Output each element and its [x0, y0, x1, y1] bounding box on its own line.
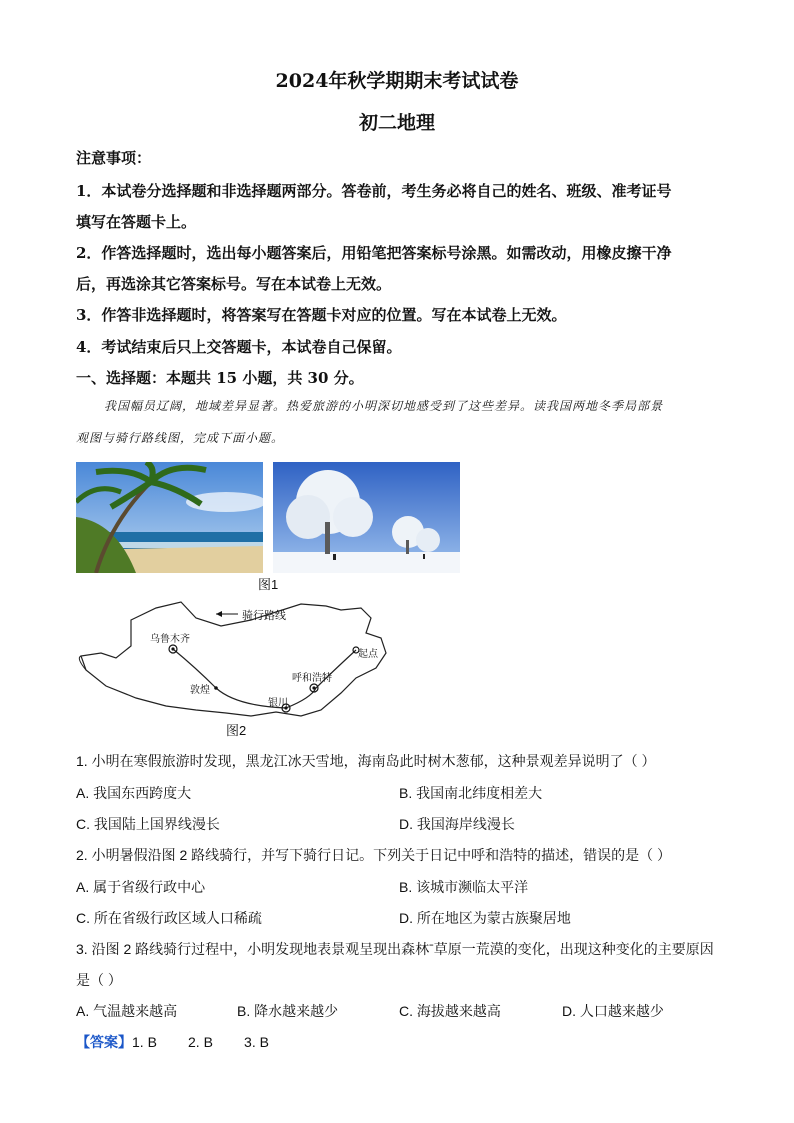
question-1-option-c[interactable]: C. 我国陆上国界线漫长 [76, 816, 220, 832]
intro-line-a: 我国幅员辽阔，地域差异显著。热爱旅游的小明深切地感受到了这些差异。读我国两地冬季局部景 [104, 399, 664, 413]
city-yinchuan: 银川 [268, 698, 288, 709]
question-2-stem: 2. 小明暑假沿图 2 路线骑行，并写下骑行日记。下列关于日记中呼和浩特的描述，错误的是（ ） [76, 847, 672, 863]
city-urumqi: 乌鲁木齐 [150, 634, 190, 645]
figure-1-caption: 图1 [258, 577, 279, 592]
route-legend: 骑行路线 [242, 610, 286, 622]
question-2-option-a[interactable]: A. 属于省级行政中心 [76, 879, 206, 895]
notice-item-2b: 后，再选涂其它答案标号。写在本试卷上无效。 [76, 275, 392, 293]
question-1-option-b[interactable]: B. 我国南北纬度相差大 [399, 785, 543, 801]
intro-line-b: 观图与骑行路线图，完成下面小题。 [76, 431, 285, 445]
answer-line [76, 1032, 269, 1052]
question-3-stem-b: 是（ ） [76, 972, 122, 988]
notice-heading: 注意事项： [76, 149, 152, 167]
question-2-option-b[interactable]: B. 该城市濒临太平洋 [399, 879, 529, 895]
exam-title: 2024年秋学期期末考试试卷 [275, 70, 519, 92]
question-1-option-a[interactable]: A. 我国东西跨度大 [76, 785, 192, 801]
question-2-option-d[interactable]: D. 所在地区为蒙古族聚居地 [399, 910, 571, 926]
question-3-stem-a: 3. 沿图 2 路线骑行过程中，小明发现地表景观呈现出森林ˉ草原一荒漠的变化，出现这种变化的主要原因 [76, 941, 714, 957]
beach-photo [76, 462, 263, 573]
question-3-option-c[interactable]: C. 海拔越来越高 [399, 1003, 501, 1019]
notice-item-1a: 1．本试卷分选择题和非选择题两部分。答卷前，考生务必将自己的姓名、班级、准考证号 [76, 182, 672, 200]
city-hohhot: 呼和浩特 [292, 673, 332, 684]
snow-photo [273, 462, 460, 573]
question-3-option-a[interactable]: A. 气温越来越高 [76, 1003, 178, 1019]
answer-label: 【答案】 [76, 1034, 132, 1050]
answer-text: 1. B 2. B 3. B [132, 1034, 269, 1050]
figure-2-caption: 图2 [226, 723, 247, 738]
city-dunhuang: 敦煌 [190, 685, 210, 696]
notice-item-4: 4．考试结束后只上交答题卡，本试卷自己保留。 [76, 338, 402, 356]
question-1-stem: 1. 小明在寒假旅游时发现，黑龙江冰天雪地，海南岛此时树木葱郁，这种景观差异说明了（ ） [76, 753, 656, 769]
subject-title: 初二地理 [358, 112, 435, 134]
section-heading: 一、选择题：本题共 15 小题，共 30 分。 [76, 369, 364, 387]
route-start: 起点 [358, 649, 378, 660]
question-2-option-c[interactable]: C. 所在省级行政区域人口稀疏 [76, 910, 262, 926]
question-1-option-d[interactable]: D. 我国海岸线漫长 [399, 816, 515, 832]
question-3-option-d[interactable]: D. 人口越来越少 [562, 1003, 664, 1019]
route-map [76, 598, 396, 728]
notice-item-3: 3．作答非选择题时，将答案写在答题卡对应的位置。写在本试卷上无效。 [76, 306, 567, 324]
question-3-option-b[interactable]: B. 降水越来越少 [237, 1003, 339, 1019]
notice-item-2a: 2．作答选择题时，选出每小题答案后，用铅笔把答案标号涂黑。如需改动，用橡皮擦干净 [76, 244, 672, 262]
notice-item-1b: 填写在答题卡上。 [76, 213, 197, 231]
